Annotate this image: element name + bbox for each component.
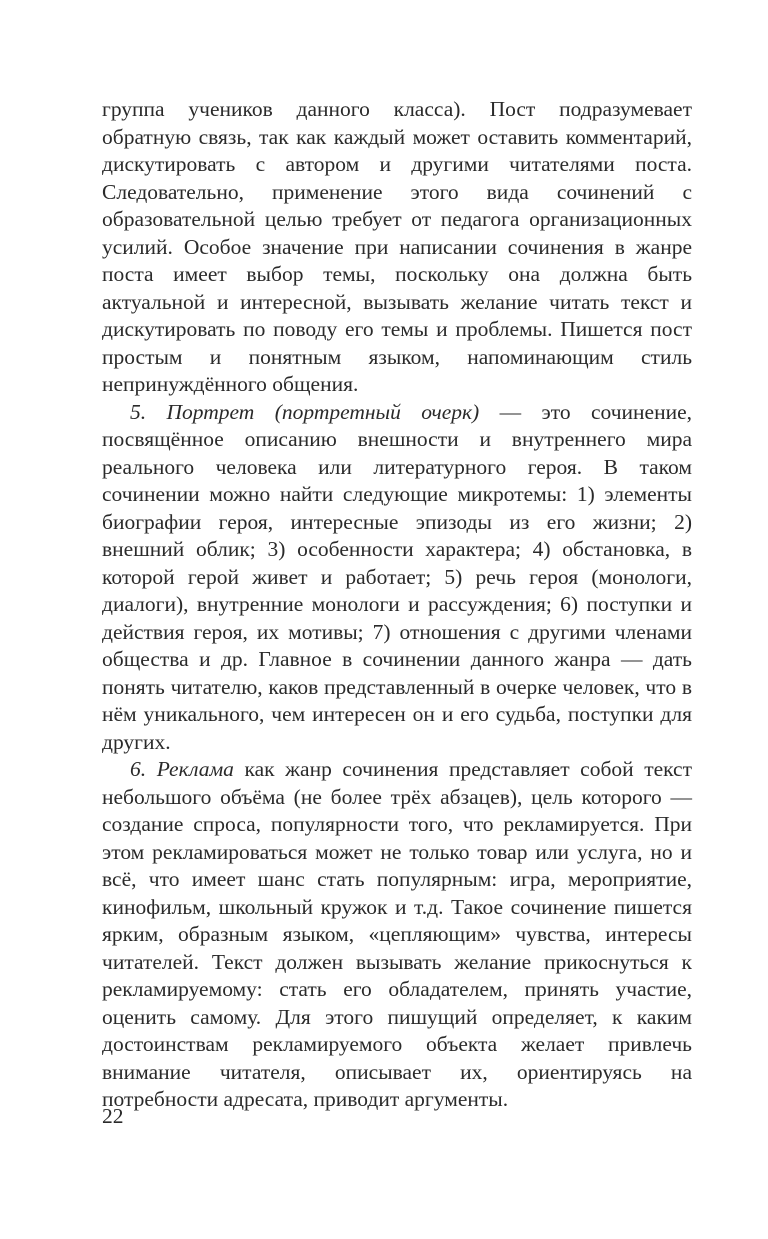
term-advertisement: 6. Реклама (130, 757, 234, 781)
paragraph-portrait-text: — это сочинение, посвящённое описанию внешности и внутреннего мира реального человека или литературного героя. В таком сочинении можно найти следующие микротемы: 1) элементы биографии героя, интересные эпизоды из его жизни; 2) внешний облик; 3) особенности характера; 4) обстановка, в которой герой живет и работает; 5) речь героя (монологи, диалоги), внутренние монологи и рассуждения; 6) поступки и действия героя, их мотивы; 7) отношения с другими членами общества и др. Главное в сочинении данного жанра — дать понять читателю, каков представленный в очерке человек, что в нём уникального, чем интересен он и его судьба, поступки для других. (102, 399, 692, 754)
page-body (102, 96, 692, 1114)
paragraph-portrait (102, 399, 692, 757)
page-number: 22 (102, 1104, 124, 1128)
paragraph-advertisement-text: как жанр сочинения представляет собой текст небольшого объёма (не более трёх абзацев), цель которого — создание спроса, популярности того, что рекламируется. При этом рекламироваться может не только товар или услуга, но и всё, что имеет шанс стать популярным: игра, мероприятие, кинофильм, школьный кружок и т.д. Такое сочинение пишется ярким, образным языком, «цепляющим» чувства, интересы читателей. Текст должен вызывать желание прикоснуться к рекламируемому: стать его обладателем, принять участие, оценить самому. Для этого пишущий определяет, к каким достоинствам рекламируемого объекта желает привлечь внимание читателя, описывает их, ориентируясь на потребности адресата, приводит аргументы. (102, 757, 692, 1111)
paragraph-post-continuation: группа учеников данного класса). Пост подразумевает обратную связь, так как каждый может оставить комментарий, дискутировать с автором и другими читателями поста. Следовательно, применение этого вида сочинений с образовательной целью требует от педагога организационных усилий. Особое значение при написании сочинения в жанре поста имеет выбор темы, поскольку она должна быть актуальной и интересной, вызывать желание читать текст и дискутировать по поводу его темы и проблемы. Пишется пост простым и понятным языком, напоминающим стиль непринуждённого общения. (102, 97, 692, 396)
term-portrait: 5. Портрет (портретный очерк) (130, 399, 480, 424)
paragraph-advertisement (102, 756, 692, 1114)
